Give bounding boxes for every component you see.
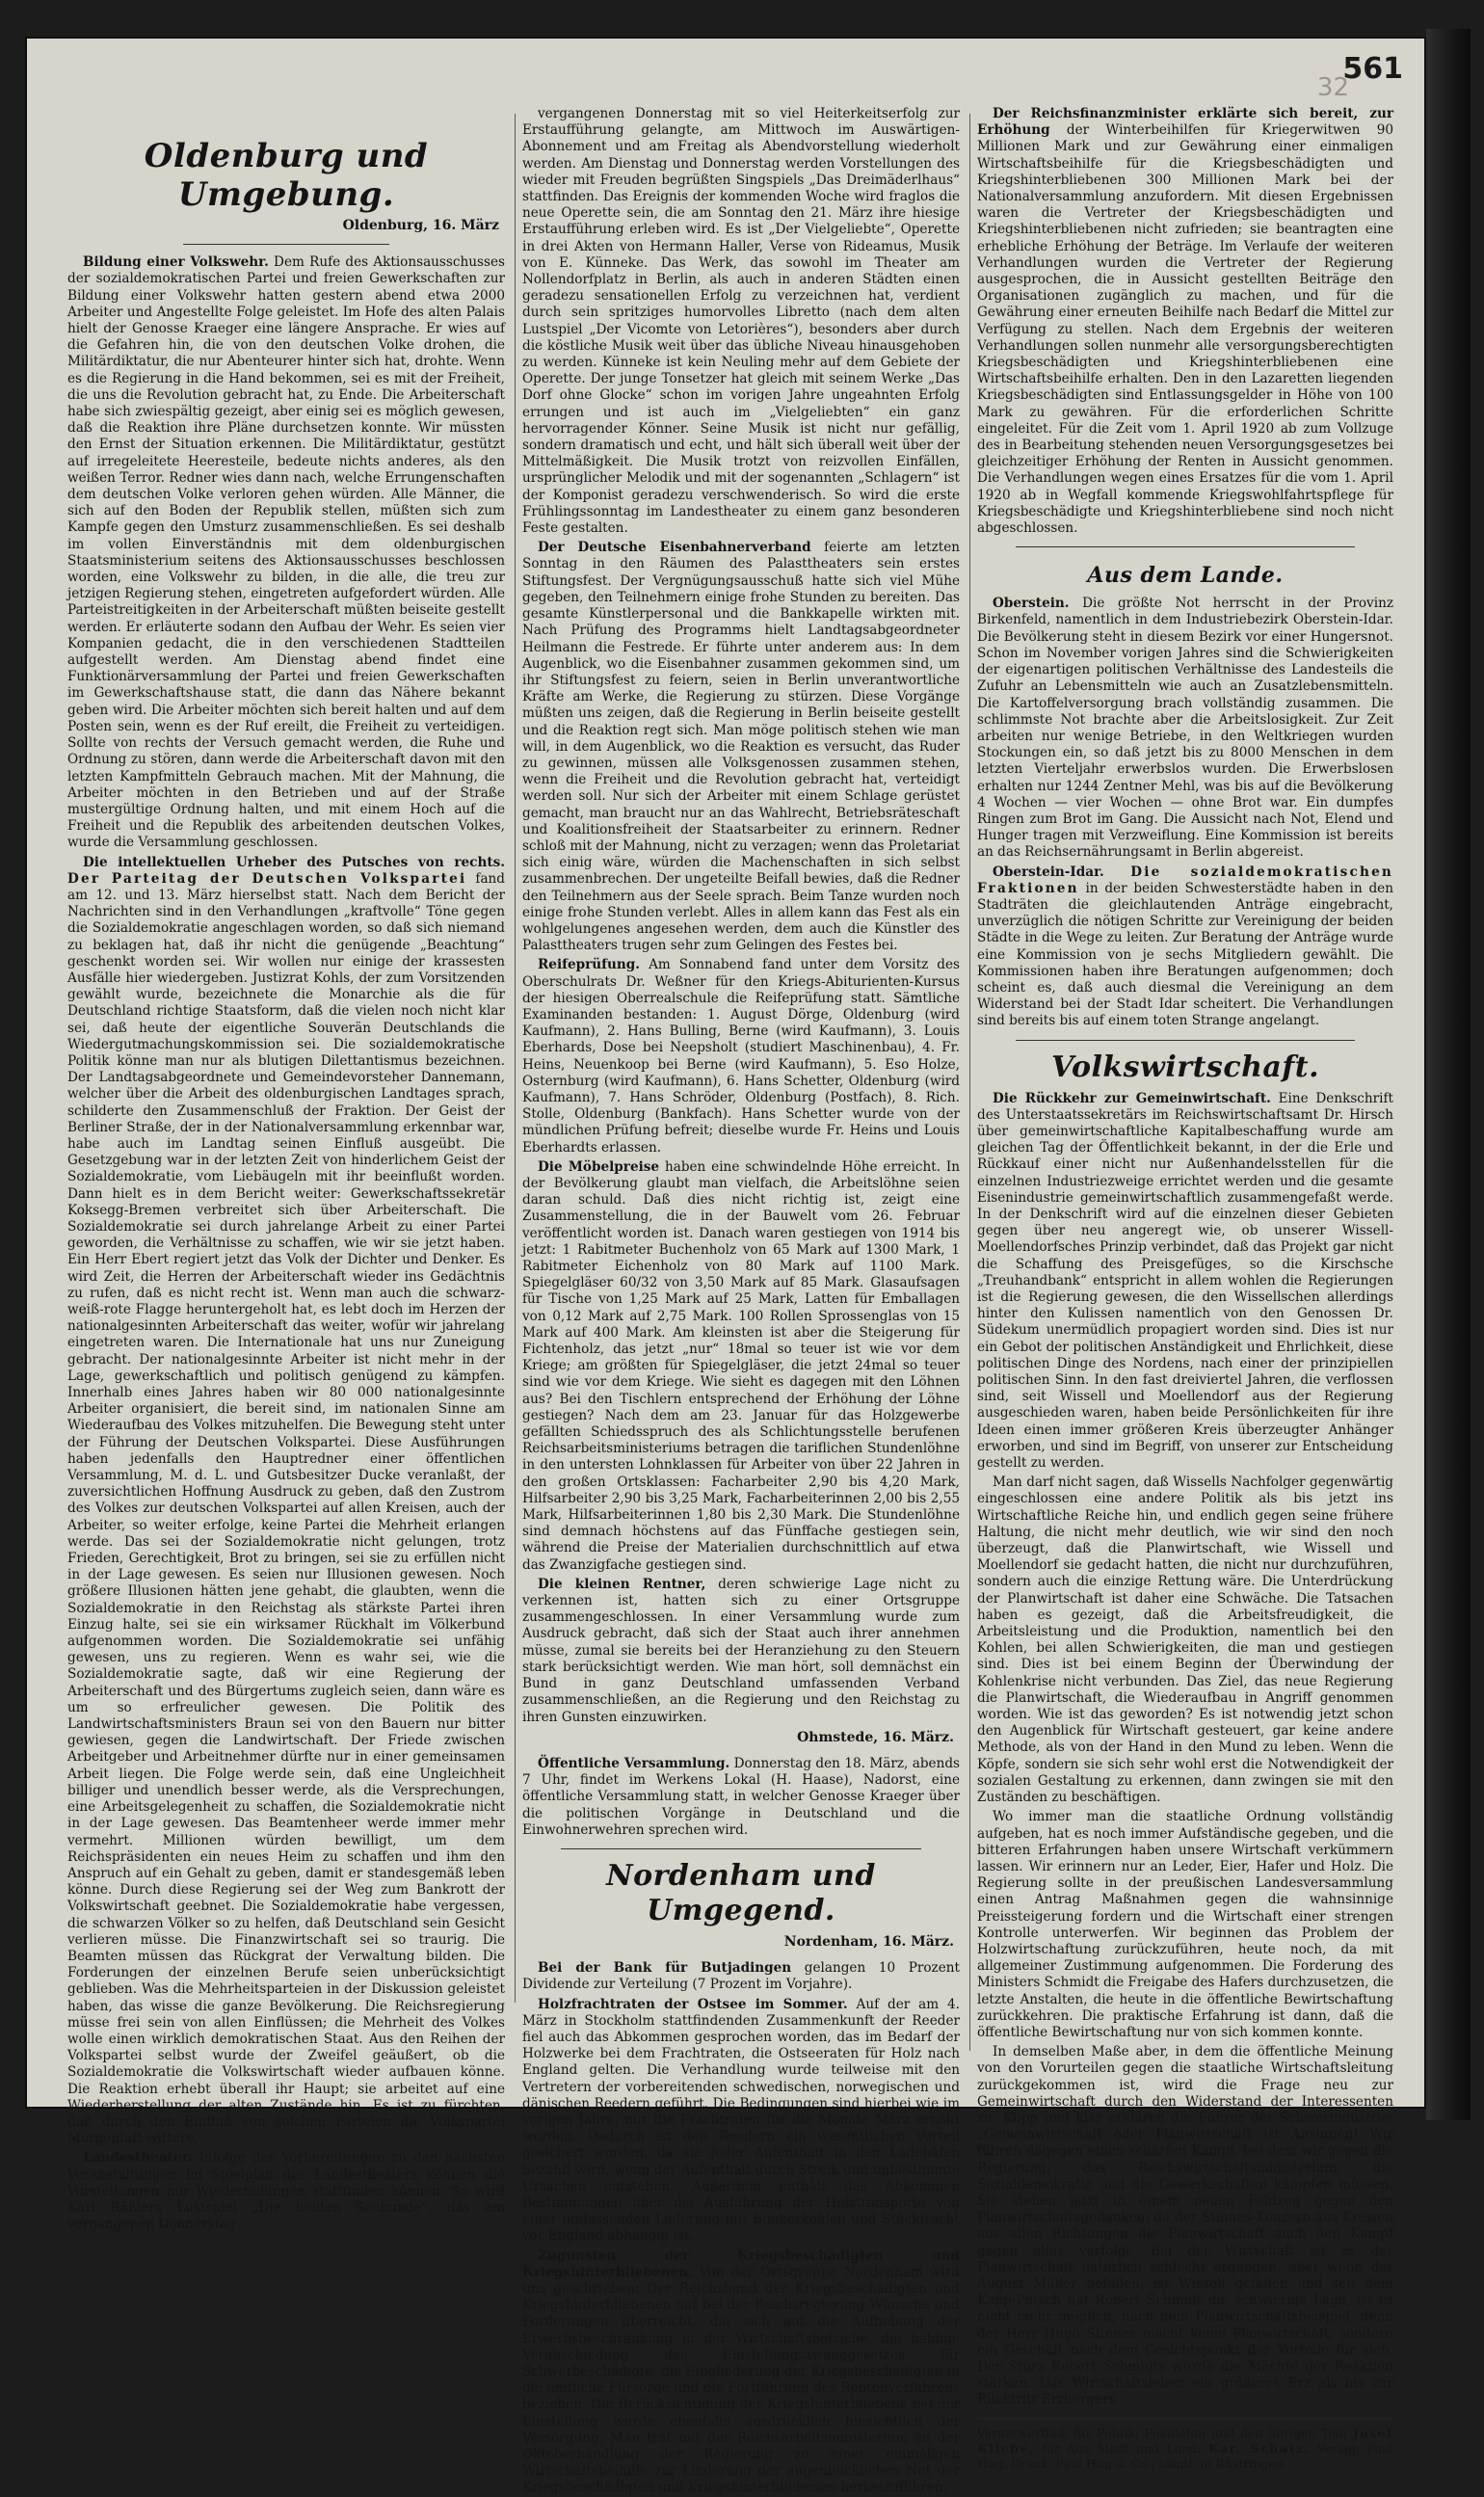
- imprint: [977, 2426, 1393, 2472]
- article-lead: Öffentliche Versammlung.: [538, 1755, 730, 1771]
- column-1: [67, 118, 505, 2233]
- article-body: haben eine schwindelnde Höhe erreicht. In der Bevölkerung glaubt man vielfach, die Arbeitslöhne seien daran schuld. Daß dies nicht richtig ist, zeigt eine Zusammenstellung, die in der Bauwelt vom 26. Februar veröffentlicht worden ist. Danach waren gestiegen von 1914 bis jetzt: 1 Rabitmeter Buchenholz von 65 Mark auf 1300 Mark, 1 Rabitmeter Eichenholz von 80 Mark auf 1100 Mark. Spiegelgläser 60/32 von 3,50 Mark auf 85 Mark. Glasaufsagen für Tische von 1,25 Mark auf 25 Mark, Latten für Emballagen von 0,12 Mark auf 2,75 Mark. 100 Rollen Sprossenglas von 15 Mark auf 400 Mark. Am kleinsten ist aber die Steigerung für Fichtenholz, das jetzt „nur“ 18mal so teuer ist wie vor dem Kriege; am größten für Spiegelgläser, die jetzt 24mal so teuer sind wie vor dem Kriege. Wie sieht es dagegen mit den Löhnen aus? Bei den Tischlern entsprechend der Erhöhung der Löhne gestiegen? Nach dem am 23. Januar für das Holzgewerbe gefällten Schiedsspruch des als Schlichtungsstelle berufenen Reichsarbeitsministeriums betragen die tariflichen Stundenlöhne in den untersten Lohnklassen für Arbeiter von über 22 Jahren in den großen Ortsklassen: Facharbeiter 2,90 bis 4,20 Mark, Hilfsarbeiter 2,90 bis 3,25 Mark, Facharbeiterinnen 2,00 bis 2,55 Mark, Hilfsarbeiterinnen 1,80 bis 2,30 Mark. Die Stundenlöhne sind demnach höchstens auf das Fünffache gestiegen sein, während die Preise der Materialien durchschnittlich auf etwa das Zwanzigfache gestiegen sind.: [522, 1158, 960, 1573]
- article-lead: Oberstein.: [993, 596, 1070, 612]
- imprint-name: Josef Kliche,: [977, 2425, 1393, 2456]
- article-body: der Winterbeihilfen für Kriegerwitwen 90 Millionen Mark und zur Gewährung einer einmaligen Wirtschaftsbeihilfe für die Kriegsbeschädigten und Kriegshinterbliebenen 300 Millionen Mark bei der Nationalversammlung anzufordern. Mit diesen Ergebnissen waren die Vertreter der Kriegsbeschädigten und Kriegshinterbliebenen nicht zufrieden; sie beantragten eine erhebliche Erhöhung der Beträge. Im Verlaufe der weiteren Verhandlungen wurden die Vertreter der Regierung ausgesprochen, die in Aussicht gestellten Beiträge den Organisationen zugänglich zu machen, und für die Gewährung einer erneuten Beihilfe nach Bedarf die Mittel zur Verfügung zu stellen. Nach dem Ergebnis der weiteren Verhandlungen sollen nunmehr alle versorgungsberechtigten Kriegsbeschädigten und Kriegshinterbliebenen eine Wirtschaftsbeihilfe erhalten. Den in den Lazaretten liegenden Kriegsbeschädigten sind Entlassungsgelder in Höhe von 100 Mark zu gewähren. Für die erforderlichen Schritte eingeleitet. Für die Zeit vom 1. April 1920 ab zum Vollzuge des in Bearbeitung stehenden neuen Versorgungsgesetzes bei gleichzeitiger Erhöhung der Renten in Aussicht genommen. Die Verhandlungen wegen eines Ersatzes für die vom 1. April 1920 ab in Wegfall kommende Kriegswohlfahrtspflege für Kriegsbeschädigte und Kriegshinterbliebene sind noch nicht abgeschlossen.: [977, 122, 1393, 537]
- article-body: Eine Denkschrift des Unterstaatssekretärs im Reichswirtschaftsamt Dr. Hirsch über gemeinwirtschaftliche Kapitalbeschaffung wurde am gleichen Tag der Öffentlichkeit bekannt, in der die Erle und Rückkauf einer nicht nur Außenhandelsstellen für die einzelnen Industriezweige errichtet werden und die gesamte Eisenindustrie gemeinwirtschaftlich zusammengefaßt werde. In der Denkschrift wird auf die einzelnen dieser Gebieten gegen über neu angeregt wie, ob unserer Wissell-Moellendorfsches Prinzip verbindet, daß das Projekt gar nicht die Schaffung des Preisgefüges, so die Kirschsche „Treuhandbank“ entspricht in allem wohlen die Regierungen ist die Regierung gewesen, die den Wissellschen allerdings hinter den Kulissen namentlich von den Genossen Dr. Südekum unermüdlich propagiert worden sind. Dies ist nur ein Gebot der politischen Anständigkeit und Ehrlichkeit, diese politischen Dinge des Nordens, nach einer der prinzipiellen politischen Sinn. In den fast dreiviertel Jahren, die verflossen sind, seit Wissell und Moellendorf aus der Regierung ausgeschieden waren, haben beide Persönlichkeiten für ihre Ideen einen immer größeren Kreis überzeugter Anhänger erworben, und sind im Begriff, von unserer zur Entscheidung gestellt zu werden.: [977, 1090, 1393, 1472]
- article-body: Infolge der Vorbereitungen zu den nächsten Veranstaltungen im Spielplan des Landestheaters können die Vorstellungen nur Wiederholungen stattfinden können. So wird Karl Rößlers Lustspiel „Die beiden Seehunde“, das am vergangenen Donnerstag: [67, 2150, 505, 2233]
- divider: [183, 244, 389, 245]
- article-lead: Holzfrachtraten der Ostsee im Sommer.: [538, 1996, 848, 2012]
- article-spaced-text: Der Parteitag der Deutschen Volkspartei: [67, 870, 467, 887]
- article-lead: Die Rückkehr zur Gemeinwirtschaft.: [993, 1090, 1271, 1106]
- article-body: Dem Rufe des Aktionsausschusses der sozialdemokratischen Partei und freien Gewerkschaften zur Bildung einer Volkswehr hatten gestern abend etwa 2000 Arbeiter und Angestellte Folge geleistet. Im Hofe des alten Palais hielt der Genosse Kraeger eine längere Ansprache. Er wies auf die Gefahren hin, die von den deutschen Volke drohen, die Militärdiktatur, die nur Abenteurer hinter sich hat, drohte. Wenn es die Regierung in die Hand bekommen, sei es mit der Freiheit, die uns die Revolution gebracht hat, zu Ende. Die Arbeiterschaft habe sich zwiespältig gezeigt, aber einig sei es möglich gewesen, daß die Reaktion ihre Pläne durchsetzen konnte. Wir müssten den Ernst der Situation erkennen. Die Militärdiktatur, gestützt auf irregeleitete Heeresteile, bedeute nichts anderes, als den weißen Terror. Redner wies dann nach, welche Errungenschaften dem deutschen Volke verloren gehen würden. Alle Männer, die sich auf den Boden der Republik stellen, müßten sich zum Kampfe gegen den Umsturz zusammenschließen. Es sei deshalb im vollen Einverständnis mit dem oldenburgischen Staatsministerium seitens des Aktionsausschusses beschlossen worden, eine Volkswehr zu bilden, in die alle, die treu zur jetzigen Regierung stehen, eingetreten aufgefordert würden. Alle Parteistreitigkeiten in der Arbeiterschaft müßten beiseite gestellt werden. Er erläuterte sodann den Aufbau der Wehr. Es seien vier Kompanien gedacht, die in den verschiedenen Stadtteilen aufgestellt werden. Am Dienstag abend findet eine Funktionärversammlung der Partei und freien Gewerkschaften im Gewerkschaftshause statt, die dann das Nähere bekannt geben wird. Die Arbeiter möchten sich bereit halten und auf dem Posten sein, wenn es der Ruf ereilt, die Freiheit zu verteidigen. Sollte von rechts der Versuch gemacht werden, die Ruhe und Ordnung zu stören, dann werde die Arbeiterschaft davon mit den letzten Kampfmitteln Gebrauch machen. Mit der Mahnung, die Arbeiter möchten in den Betrieben und auf der Straße mustergültige Ordnung halten, und mit einem Hoch auf die Freiheit und die Republik des arbeitenden deutschen Volkes, wurde die Versammlung geschlossen.: [67, 254, 505, 851]
- article-body: vergangenen Donnerstag mit so viel Heiterkeitserfolg zur Erstaufführung gelangte, am Mittwoch im Auswärtigen-Abonnement und am Freitag als Abendvorstellung wiederholt werden. Am Dienstag und Donnerstag werden Vorstellungen des wieder mit Freuden begrüßten Singspiels „Das Dreimäderlhaus“ stattfinden. Das Ereignis der kommenden Woche wird fraglos die neue Operette sein, die am Sonntag den 21. März ihre hiesige Erstaufführung erleben wird. Es ist „Der Vielgeliebte“, Operette in drei Akten von Hermann Haller, Verse von Rideamus, Musik von E. Künneke. Das Werk, das sowohl im Theater am Nollendorfplatz in Berlin, als auch in anderen Städten einen geradezu sensationellen Erfolg zu verzeichnen hat, verdient durch sein spritziges humorvolles Libretto (nach dem alten Lustspiel „Der Vicomte von Letorières“), besonders aber durch die köstliche Musik weit über das übliche Niveau hinausgehoben zu werden. Künneke ist kein Neuling mehr auf dem Gebiete der Operette. Der junge Tonsetzer hat gleich mit seinem Werke „Das Dorf ohne Glocke“ schon im vorigen Jahre ungeahnten Erfolg errungen und ist auch im „Vielgeliebten“ ein ganz hervorragender Könner. Seine Musik ist nicht nur gefällig, sondern dramatisch und echt, und hält sich überall weit über der Mittelmäßigkeit. Die Musik trotzt von reizvollen Einfällen, ursprünglicher Melodik und mit der sogenannten „Schlagern“ ist der Komponist geradezu verschwenderisch. So wird die erste Frühlingssonntag im Landestheater zu einem ganz besonderen Feste gestalten.: [522, 106, 960, 537]
- article-reifepruefung: [522, 957, 960, 1156]
- binding-spine: [1426, 29, 1471, 2120]
- article-lead: Der Deutsche Eisenbahnerverband: [538, 540, 811, 556]
- article-gemeinwirtschaft: [977, 1091, 1393, 1473]
- column-2: [522, 106, 961, 2496]
- imprint-text: für Aus Stadt und Land:: [1042, 2440, 1202, 2456]
- divider: [561, 1848, 921, 1849]
- article-lead: Die intellektuellen Urheber des Putsches von rechts.: [83, 854, 505, 870]
- archive-stamp: 32: [1316, 73, 1349, 102]
- article-theater-cont: [522, 106, 960, 537]
- article-lead: Die Möbelpreise: [538, 1158, 660, 1175]
- article-landestheater: [67, 2150, 505, 2233]
- column-3: [977, 106, 1393, 2471]
- article-holzfracht: [522, 1997, 960, 2245]
- article-body: Die größte Not herrscht in der Provinz Birkenfeld, namentlich in dem Industriebezirk Oberstein-Idar. Die Bevölkerung steht in diesem Bezirk vor einer Hungersnot. Schon im November vorigen Jahres sind die Schwierigkeiten der eigenartigen politischen Verhältnisse des Landesteils die Zufuhr an Lebensmitteln wie auch an Zusatzlebensmitteln. Die Kartoffelversorgung brach vollständig zusammen. Die schlimmste Not brachte aber die Arbeitslosigkeit. Zur Zeit arbeiten nur wenige Betriebe, in den Weltkriegen wurden Stockungen ein, so daß jetzt bis zu 8000 Menschen in dem letzten Vierteljahr erwerbslos wurden. Die Erwerbslosen erhalten nur 1244 Zentner Mehl, was bis auf die Bevölkerung 4 Wochen — vier Wochen — ohne Brot war. Ein dumpfes Ringen zum Brot im Gang. Die Aussicht nach Not, Elend und Hunger tragen mit Verzweiflung. Eine Kommission ist bereits an das Reichsernährungsamt in Berlin abgereist.: [977, 596, 1393, 861]
- article-body: Man darf nicht sagen, daß Wissells Nachfolger gegenwärtig eingeschlossen eine andere Politik als bis jetzt ins Wirtschaftliche Reiche hin, und endlich gegen seine frühere Haltung, die nicht mehr deutlich, wie wir sind den noch überzeugt, daß die Planwirtschaft, wie Wissell und Moellendorf sie gedacht hatten, die nicht nur durchzuführen, sondern auch die einzige Rettung wäre. Die Unterdrückung der Planwirtschaft ist daher eine Schwäche. Die Tatsachen haben es gezeigt, daß die Arbeitsfreudigkeit, die Arbeitsleistung und die Produktion, namentlich bei den Kohlen, bei allen Schwierigkeiten, die man und gestiegen sind. Dies ist bei einem Beginn der Überwindung der Kohlenkrise nicht verbunden. Das Ziel, das neue Regierung die Planwirtschaft, die Wiederaufbau in Angriff genommen worden. Wie ist das geworden? Es ist notwendig jetzt schon den Augenblick für Wirtschaft gesteuert, gar keine andere Methode, als von der Hand in den Mund zu leben. Wenn die Köpfe, sondern sie sich sehr wohl erst die Notwendigkeit der sozialen Gestaltung zu erkennen, dann zwingen sie mit den Zuständen zu beschäftigen.: [977, 1474, 1393, 1806]
- column-rule-1: [515, 114, 516, 2003]
- article-eisenbahner: [522, 540, 960, 954]
- article-putsch: [67, 855, 505, 2148]
- article-gemeinwirtschaft-3: [977, 1809, 1393, 2041]
- article-body: Donnerstag den 18. März, abends 7 Uhr, findet im Werkens Lokal (H. Haase), Nadorst, eine öffentliche Versammlung statt, in welcher Genosse Kraeger über die politischen Vorgänge in Deutschland und die Einwohnerwehren sprechen wird.: [522, 1755, 961, 1838]
- imprint-name: Kar. Schatz.: [1207, 2440, 1311, 2456]
- section-title-oldenburg: Oldenburg und Umgebung.: [144, 137, 429, 214]
- article-gemeinwirtschaft-2: [977, 1474, 1393, 1806]
- divider: [1016, 546, 1355, 547]
- newspaper-page: [25, 37, 1426, 2496]
- imprint-label: Verantwortlich: [977, 2425, 1069, 2440]
- article-lead: Der Reichsfinanzminister erklärte sich bereit, zur Erhöhung: [977, 106, 1393, 139]
- section-title-volkswirtschaft: Volkswirtschaft.: [1050, 1049, 1320, 1084]
- article-spaced-text: Die sozialdemokratischen Fraktionen: [977, 863, 1393, 896]
- article-lead: Landestheater.: [83, 2150, 193, 2166]
- article-bank: [522, 1960, 960, 1993]
- article-reichsfinanz: [977, 106, 1393, 537]
- article-rentner: [522, 1577, 960, 1726]
- article-moebelpreise: [522, 1159, 960, 1574]
- article-body: Auf der am 4. März in Stockholm stattfindenden Zusammenkunft der Reeder fiel auch das Abkommen gesprochen worden, das im Bedarf der Holzwerke bei dem Frachtraten, die Ostseeraten für Holz nach England gelten. Die Verhandlung wurde teilweise mit den Vertretern der vorbereitenden schwedischen, norwegischen und dänischen Reedern geführt. Die Bedingungen sind hierbei wie im vorigen Jahre, nur die Frachtraten für die Monate März erhöht worden. Dadurch ist den Reedern ein wesentlichen Vorteil gesichert worden, da sie jeder Aufenthalt in den Ladehäfen bezahlt wird, wenn der Aufenthalt durch Streik und unbestimmte Ursachen entstehen. Außerdem enthält das Abkommen Bestimmungen über die Ausführung der Holztransporte von einer umfassenden Lieferung mit Bunkerkohlen und Stückfracht vor England abhängig ist.: [522, 1996, 960, 2245]
- imprint-text: für Politik, Feuilleton und den übrigen Teil:: [1073, 2425, 1348, 2440]
- article-lead: Oberstein-Idar.: [993, 863, 1104, 880]
- dateline: Ohmstede, 16. März.: [797, 1729, 954, 1745]
- page-number: 561: [1342, 52, 1403, 86]
- divider: [1016, 1040, 1355, 1041]
- article-body: gelangen 10 Prozent Dividende zur Verteilung (7 Prozent im Vorjahre).: [522, 1960, 960, 1993]
- dateline: Nordenham, 16. März.: [783, 1933, 954, 1950]
- imprint-rule: [977, 2417, 1393, 2420]
- article-body: Wo immer man die staatliche Ordnung vollständig aufgeben, hat es noch immer Aufständische gegeben, und die bitteren Erfahrungen haben unsere Wirtschaft verkümmern lassen. Wir erinnern nur an Leder, Eier, Hafer und Holz. Die Regierung sollte in der preußischen Landesversammlung einen Antrag Maßnahmen gegen die wahnsinnige Preissteigerung fordern und die Wirtschaft einer strengen Kontrolle unterwerfen. Wir beginnen das Problem der Holzwirtschaftung zurückzuführen, heute noch, da mit allgemeiner Zustimmung aufgenommen. Die Forderung des Ministers Schmidt die Freigabe des Hafers durchzusetzen, die letzte Anstalten, die heute in die öffentliche Bewirtschaftung zurückkehren. Die praktische Erfahrung ist dann, daß die öffentliche Bewirtschaftung nur von sich kommen konnte.: [977, 1809, 1393, 2040]
- dateline: Oldenburg, 16. März: [342, 218, 499, 233]
- article-body: Von der Ortsgruppe Nordenham wird uns geschrieben: Der Reichsbund der Kriegsbeschädigten und Kriegshinterbliebenen hat bei der Reichsregierung Wünsche und Forderungen überreicht, die sich auf die Aufhebung der Erwerbsbeschränkung in der Wirtschaftsbetriebe, die baldige Verabschiedung des Einstellungszwanggesetzes für Schwerbeschädigte, die Eingliederung der Kriegsbeschädigten in die amtliche Fürsorge und die Fortführung des Rentenverfahrens beziehen. Die Berücksichtigung der Kriegshinterbliebene bei der Einstellung wurde ebenfalls ausdrücklich hinsichtlich der Versorgung. Man trat mit der Reichsarbeitsministerium zu der Oktoberhandlung der Regierung zu einer einmaligen Wirtschaftsbeihilfe zur Linderung der augenblicklichen Not der Kriegsbeschädigten und Kriegshinterbliebenen herbeizuführen.: [522, 2264, 960, 2496]
- article-lead: Reifeprüfung.: [538, 957, 641, 973]
- column-rule-2: [969, 114, 970, 2051]
- article-oberstein: [977, 596, 1393, 861]
- article-body: In demselben Maße aber, in dem die öffentliche Meinung von den Vorurteilen gegen die staatliche Wirtschaftsleitung zurückgekommen ist, wird die Frage neu zur Gemeinwirtschaft durch den Widerstand der Interessenten zu. Klipp und klar erklären die Führer der Schwerindustrie: „Gemeinwirtschaft oder Planwirtschaft ist Ansinnen! Wir führen dagegen einen scharfen Kampf, bei dem wir gegen die Regierung, das Reichswirtschaftsministerium, die Sozialdemokratie und die Gewerkschaften kämpfen müssen. Sie stehen jetzt in einem neuen Feldzug gegen den Planwirtschaftsgedanken, da der Stinnes-Konzern aus Kreisen aus allen Richtungen die Planwirtschaft auch den Kampf gegen alles verfolgt. Bei der Wirtschaft ist es der Planwirtschaft natürlich schlecht ergangen, aber wenn der August Müller gefallen, ist Wissell gefallen und seit dem Kapp-Putsch hat Robert Schmidt die schwierige Lage, ist es nicht mehr möglich, nach dem Planwirtschaftsbeispiel, denn der Herr Hugo Stinnes macht keine Planwirtschaft, sondern ein Geschäft nach dem Gesichtspunkt der Vorteile für sich. Der Sturz Robert Schmidts würde die Mächte der Reaktion stärken. Das Wirtschaftsleben ein größeres Erz als bis zur Rücktritt Erzbergers.: [977, 2044, 1393, 2408]
- section-title-aus-dem-lande: Aus dem Lande.: [1087, 563, 1284, 589]
- imprint-publisher: Verlag: Paul Hug. Druck: Paul Hug u. Co., sämtl. in Rüstringen.: [977, 2440, 1393, 2471]
- article-lead: Bei der Bank für Butjadingen: [538, 1960, 792, 1977]
- article-lead: Zugunsten der Kriegsbeschädigten und Kriegshinterbliebenen.: [522, 2247, 960, 2280]
- article-oberstein-idar: [977, 864, 1393, 1030]
- article-lead: Die kleinen Rentner,: [538, 1576, 706, 1592]
- article-versammlung: [522, 1756, 960, 1839]
- article-body: fand am 12. und 13. März hierselbst statt. Nach dem Bericht der Nachrichten sind in den Verhandlungen „kraftvolle“ Töne gegen die Sozialdemokratie angeschlagen worden, so daß sich niemand zu beklagen hat, daß ihr nicht die genügende „Beachtung“ geschenkt worden sei. Wir wollen nur einige der krassesten Ausfälle hier wiedergeben. Justizrat Kohls, der zum Vorsitzenden gewählt wurde, bezeichnete die Monarchie als die für Deutschland richtige Staatsform, daß die vielen noch nicht klar sei, daß heute der eigentliche Souverän Deutschlands die Wiedergutmachungskommission sei. Die sozialdemokratische Politik könne man nur als blutigen Dilettantismus bezeichnen. Der Landtagsabgeordnete und Gemeindevorsteher Dannemann, welcher über die Arbeit des oldenburgischen Landtages sprach, schilderte den Zusammenschluß der Fraktion. Der Geist der Berliner Straße, der in der Nationalversammlung erkennbar war, habe auch im Landtag seinen Einfluß ausgeübt. Die Gesetzgebung war in der letzten Zeit von hinderlichem Geist der Sozialdemokratie, vom Liebäugeln mit ihr beeinflußt worden. Dann hielt es in dem Bericht weiter: Gewerkschaftssekretär Koksegg-Bremen verbreitet sich über Arbeiterschaft. Die Sozialdemokratie sei durch jahrelange Arbeit zu einer Partei geworden, die Verhältnisse zu schaffen, wie wir sie jetzt haben. Ein Herr Ebert regiert jetzt das Volk der Dichter und Denker. Es wird Zeit, die Herren der Arbeiterschaft wieder ins Gedächtnis zu rufen, daß es nicht recht ist. Wenn man auch die schwarz-weiß-rote Flagge heruntergeholt hat, es lebt doch im Herzen der nationalgesinnten Arbeiterschaft das weiter, wofür wir jahrelang eingetreten waren. Die Internationale hat uns nur Zuneigung gebracht. Der nationalgesinnte Arbeiter ist nicht mehr in der Lage, gewerkschaftlich und politisch genügend zu kämpfen. Innerhalb eines Jahres haben wir 80 000 nationalgesinnte Arbeiter organisiert, die bereit sind, im nationalen Sinne am Wiederaufbau des Volkes mitzuhelfen. Die Bewegung steht unter der Führung der Deutschen Volkspartei. Diese Ausführungen haben jedenfalls den Hauptredner einer öffentlichen Versammlung, M. d. L. und Gutsbesitzer Ducke veranlaßt, der zuversichtlichen Hoffnung Ausdruck zu geben, daß den Zustrom des Volkes zur deutschen Volkspartei auf allen Kreisen, auch der Arbeiter, so weiter erfolge, keine Partei die Mehrheit erlangen werde. Das sei der Sozialdemokratie nicht gelungen, trotz Frieden, Gerechtigkeit, Brot zu bringen, sei sie zu erfüllen nicht in der Lage gewesen. Es seien nur Illusionen gewesen. Noch größere Illusionen hätten jene gehabt, die glaubten, wenn die Sozialdemokratie in den Reichstag als stärkste Partei ihren Einzug halte, sei sie ein wirksamer Rückhalt im Völkerbund aufgenommen worden. Die Sozialdemokratie sei unfähig gewesen, uns zu regieren. Wenn es wahr sei, wie die Sozialdemokratie sagte, daß wir eine Regierung der Arbeiterschaft und des Bürgertums zugleich seien, dann wäre es um so erfreulicher gewesen. Die Politik des Landwirtschaftsministers Braun sei von den Bauern nur bitter gewiesen, gegen die Landwirtschaft. Der Friede zwischen Arbeitgeber und Arbeitnehmer dürfte nur in einer gemeinsamen Arbeit liegen. Die Folge werde sein, daß eine Ungleichheit billiger und unendlich besser werde, als die Versprechungen, eine Arbeitsgelegenheit zu schaffen, die Sozialdemokratie nicht in der Lage gewesen. Das Beamtenheer werde immer mehr vermehrt. Millionen würden bewilligt, um dem Reichspräsidenten ein neues Heim zu schaffen und ihm den Anspruch auf ein Gehalt zu geben, damit er standesgemäß leben könne. Durch diese Regierung sei der Weg zum Bankrott der Volkswirtschaft geebnet. Die Sozialdemokratie habe vergessen, die schwarzen Völker so zu helfen, daß Deutschland sein Gesicht verlieren müsse. Die Finanzwirtschaft sei so traurig. Die Beamten müssen das Rückgrat der Verwaltung bilden. Die Forderungen der einzelnen Berufe seien unberücksichtigt geblieben. Was die Mehrheitsparteien in der Diskussion geleistet haben, das wisse die ganze Bevölkerung. Die Reichsregierung müsse frei sein von allen Einflüssen; die Mehrheit des Volkes wolle einen wirklich demokratischen Staat. Aus den Reihen der Volkspartei selbst wurde der Zweifel geäußert, ob die Sozialdemokratie die Volkswirtschaft wieder aufbauen könne. Die Reaktion erhebt überall ihr Haupt; sie arbeitet auf eine Wiederherstellung der alten Zustände hin. Es ist zu fürchten, daß durch den Einfluß von solchen Parteien die Volkspartei Morgenluft wittere.: [67, 870, 505, 2147]
- article-body: Am Sonnabend fand unter dem Vorsitz des Oberschulrats Dr. Weßner für den Kriegs-Abiturienten-Kursus der hiesigen Oberrealschule die Reifeprüfung statt. Sämtliche Examinanden bestanden: 1. August Dörge, Oldenburg (wird Kaufmann), 2. Hans Bulling, Berne (wird Kaufmann), 3. Louis Eberhards, Dose bei Neepsholt (studiert Maschinenbau), 4. Fr. Heins, Neuenkoop bei Berne (wird Kaufmann), 5. Eso Holze, Osternburg (wird Kaufmann), 6. Hans Schetter, Oldenburg (wird Kaufmann), 7. Hans Schröder, Oldenburg (Postfach), 8. Rich. Stolle, Oldenburg (Bankfach). Hans Schetter wurde von der mündlichen Prüfung befreit; dieselbe wurde Fr. Heins und Louis Eberhardts erlassen.: [522, 957, 960, 1156]
- article-body: feierte am letzten Sonntag in den Räumen des Palasttheaters sein erstes Stiftungsfest. Der Vergnügungsausschuß hatte sich viel Mühe gegeben, den Teilnehmern einige frohe Stunden zu bereiten. Das gesamte Künstlerpersonal und die Bankkapelle wirkten mit. Nach Prüfung des Programms hielt Landtagsabgeordneter Heilmann die Festrede. Er führte unter anderem aus: In dem Augenblick, wo die Eisenbahner zusammen gekommen sind, um ihr Stiftungsfest zu feiern, seien in Berlin unverantwortliche Kräfte am Werke, die Regierung zu stürzen. Diese Vorgänge müßten uns zeigen, daß die Regierung in Berlin beiseite gestellt und die Reaktion regt sich. Man möge politisch stehen wie man will, in dem Augenblick, wo die Reaktion es versucht, das Ruder zu gewinnen, müssen alle Volksgenossen zusammen stehen, wenn die Freiheit und die Revolution gebracht hat, verteidigt werden soll. Nur sich der Arbeiter mit einem Schlage gerüstet gemacht, man braucht nur an das Wahlrecht, Betriebsräteschaft und Koalitionsfreiheit der Staatsarbeiter zu erinnern. Redner schloß mit der Mahnung, nicht zu verzagen; wenn das Proletariat sich einig wäre, würden die Machenschaften in sich selbst zusammenbrechen. Der ungeteilte Beifall bewies, daß die Redner den Teilnehmern aus der Seele sprach. Beim Tanze wurden noch einige frohe Stunden verlebt. Alles in allem kann das Fest als ein wohlgelungenes angesehen werden, dem auch die Künstler des Palasttheaters trugen sehr zum Gelingen des Festes bei.: [522, 540, 961, 954]
- article-volkswehr: [67, 254, 505, 851]
- article-kriegsbeschaedigte: [522, 2248, 960, 2497]
- article-lead: Bildung einer Volkswehr.: [83, 254, 269, 271]
- article-body: in der beiden Schwesterstädte haben in den Stadträten die gleichlautenden Anträge eingebracht, unverzüglich die nötigen Schritte zur Vereinigung der beiden Städte in die Wege zu leiten. Zur Beratung der Anträge wurde eine Kommission von je sechs Mitgliedern gewählt. Die Kommissionen haben ihre Beratungen aufgenommen; doch scheint es, daß auch diesmal die Vereinigung an dem Widerstand bei der Stadt Idar scheitert. Die Verhandlungen sind bereits bis auf einem toten Strange angelangt.: [977, 880, 1393, 1029]
- article-body: deren schwierige Lage nicht zu verkennen ist, hatten sich zu einer Ortsgruppe zusammengeschlossen. In einer Versammlung wurde zum Ausdruck gebracht, daß sich der Staat auch ihrer annehmen müsse, zumal sie bereits bei der Heranziehung zu den Steuern stark berücksichtigt werden. Wie man hört, soll demnächst ein Bund in ganz Deutschland umfassenden Verband zusammenschließen, an die Regierung und den Reichstag zu ihren Gunsten einzuwirken.: [522, 1576, 960, 1725]
- section-title-nordenham: Nordenham und Umgegend.: [606, 1858, 876, 1927]
- article-gemeinwirtschaft-4: [977, 2044, 1393, 2408]
